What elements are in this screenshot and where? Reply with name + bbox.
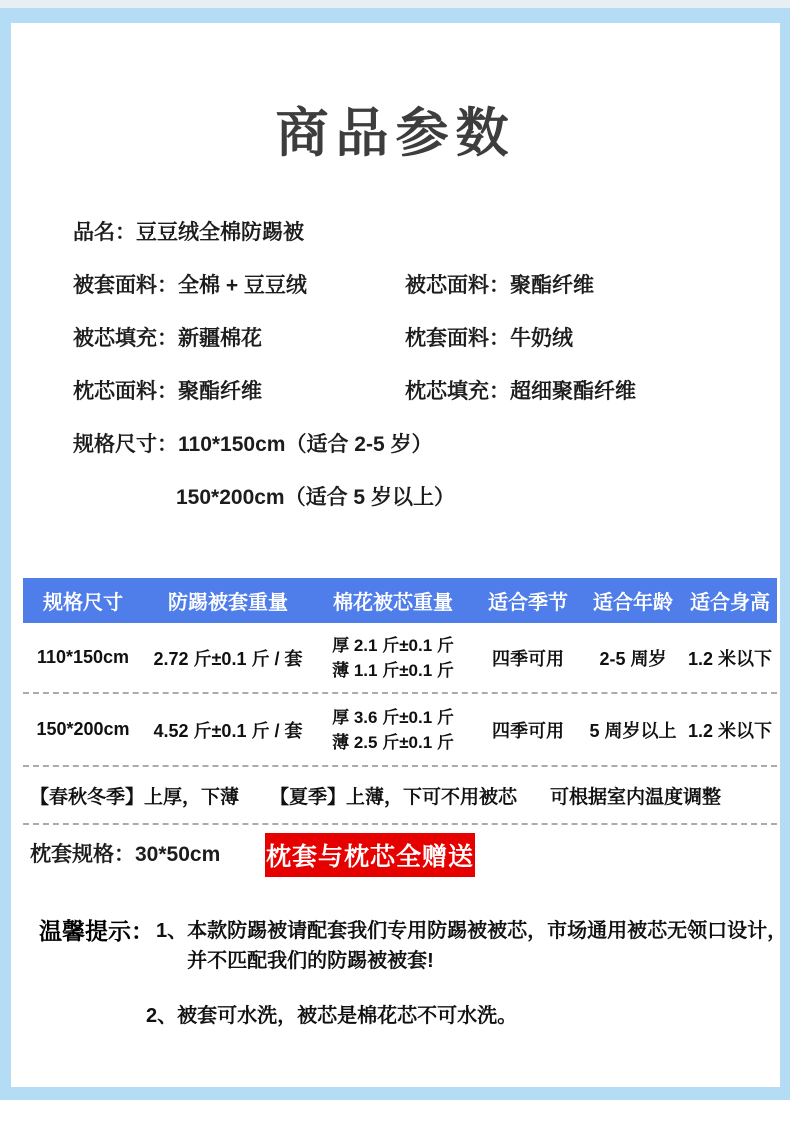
- product-info: [73, 218, 768, 536]
- table-row: [23, 694, 777, 767]
- page-title: 商品参数: [275, 104, 516, 163]
- size-line-1: [73, 430, 768, 460]
- cell-cover-weight: 2.72 斤±0.1 斤 / 套: [153, 648, 303, 669]
- blue-frame: [0, 8, 790, 1100]
- core-fabric: 被芯面料：聚酯纤维: [405, 274, 594, 297]
- cell-cover-weight: 4.52 斤±0.1 斤 / 套: [153, 720, 303, 741]
- cell-core-weight: 厚 2.1 斤±0.1 斤 薄 1.1 斤±0.1 斤: [332, 635, 454, 680]
- core-filling: 被芯填充：新疆棉花: [73, 327, 262, 350]
- cell-core-weight: 厚 3.6 斤±0.1 斤 薄 2.5 斤±0.1 斤: [332, 707, 454, 752]
- product-name-line: [73, 218, 768, 248]
- pillow-size-line: [30, 833, 220, 877]
- pillow-size-value: 30*50cm: [135, 843, 221, 866]
- tip-item-1: [39, 916, 788, 976]
- tip-1-number: 1、: [156, 920, 188, 942]
- size-line-2: [73, 483, 768, 513]
- product-name-label: 品名：: [73, 221, 136, 244]
- cell-season: 四季可用: [492, 720, 564, 741]
- cell-size: 150*200cm: [36, 719, 130, 739]
- top-strip: [0, 0, 790, 8]
- cell-season: 四季可用: [492, 648, 564, 669]
- tip-item-2: 2、被套可水洗，被芯是棉花芯不可水洗。: [146, 1005, 518, 1027]
- cover-fabric: 被套面料：全棉 + 豆豆绒: [73, 274, 307, 297]
- warm-tips: [39, 916, 788, 1031]
- note-adjust: 可根据室内温度调整: [550, 786, 722, 808]
- note-spring-autumn-winter: 【春秋冬季】上厚，下薄: [30, 786, 240, 808]
- spec-table-header: [23, 578, 777, 623]
- note-summer: 【夏季】上薄，下可不用被芯: [270, 786, 518, 808]
- table-row: [23, 623, 777, 694]
- tips-heading: 温馨提示：: [39, 918, 154, 944]
- gift-badge: 枕套与枕芯全赠送: [265, 833, 475, 877]
- size-value-1: 110*150cm（适合 2-5 岁）: [178, 433, 433, 456]
- info-pair-row: [73, 324, 768, 354]
- info-pair-row: [73, 271, 768, 301]
- cell-height: 1.2 米以下: [687, 648, 773, 669]
- cell-size: 110*150cm: [36, 647, 130, 667]
- spec-table: [23, 578, 777, 825]
- pillowcase-fabric: 枕套面料：牛奶绒: [405, 327, 573, 350]
- info-pair-row: [73, 377, 768, 407]
- header-age: 适合年龄: [593, 592, 673, 614]
- pillow-size-label: 枕套规格：: [30, 843, 135, 866]
- pillow-core-fabric: 枕芯面料：聚酯纤维: [73, 380, 262, 403]
- size-value-2: 150*200cm（适合 5 岁以上）: [176, 486, 455, 509]
- season-notes-row: [23, 767, 777, 825]
- cell-age: 2-5 周岁: [599, 648, 667, 669]
- tip-1-text: 本款防踢被请配套我们专用防踢被被芯，市场通用被芯无领口设计， 并不匹配我们的防踢被被套!: [187, 920, 788, 972]
- cell-height: 1.2 米以下: [687, 720, 773, 741]
- product-name-value: 豆豆绒全棉防踢被: [136, 221, 304, 244]
- pillow-core-filling: 枕芯填充：超细聚酯纤维: [405, 380, 636, 403]
- cell-age: 5 周岁以上: [589, 720, 677, 741]
- header-core-weight: 棉花被芯重量: [333, 592, 453, 614]
- header-height: 适合身高: [690, 592, 770, 614]
- header-cover-weight: 防踢被套重量: [168, 592, 288, 614]
- size-label: 规格尺寸：: [73, 433, 178, 456]
- header-season: 适合季节: [488, 592, 568, 614]
- product-parameters-panel: [11, 23, 788, 1087]
- header-size: 规格尺寸: [43, 592, 123, 614]
